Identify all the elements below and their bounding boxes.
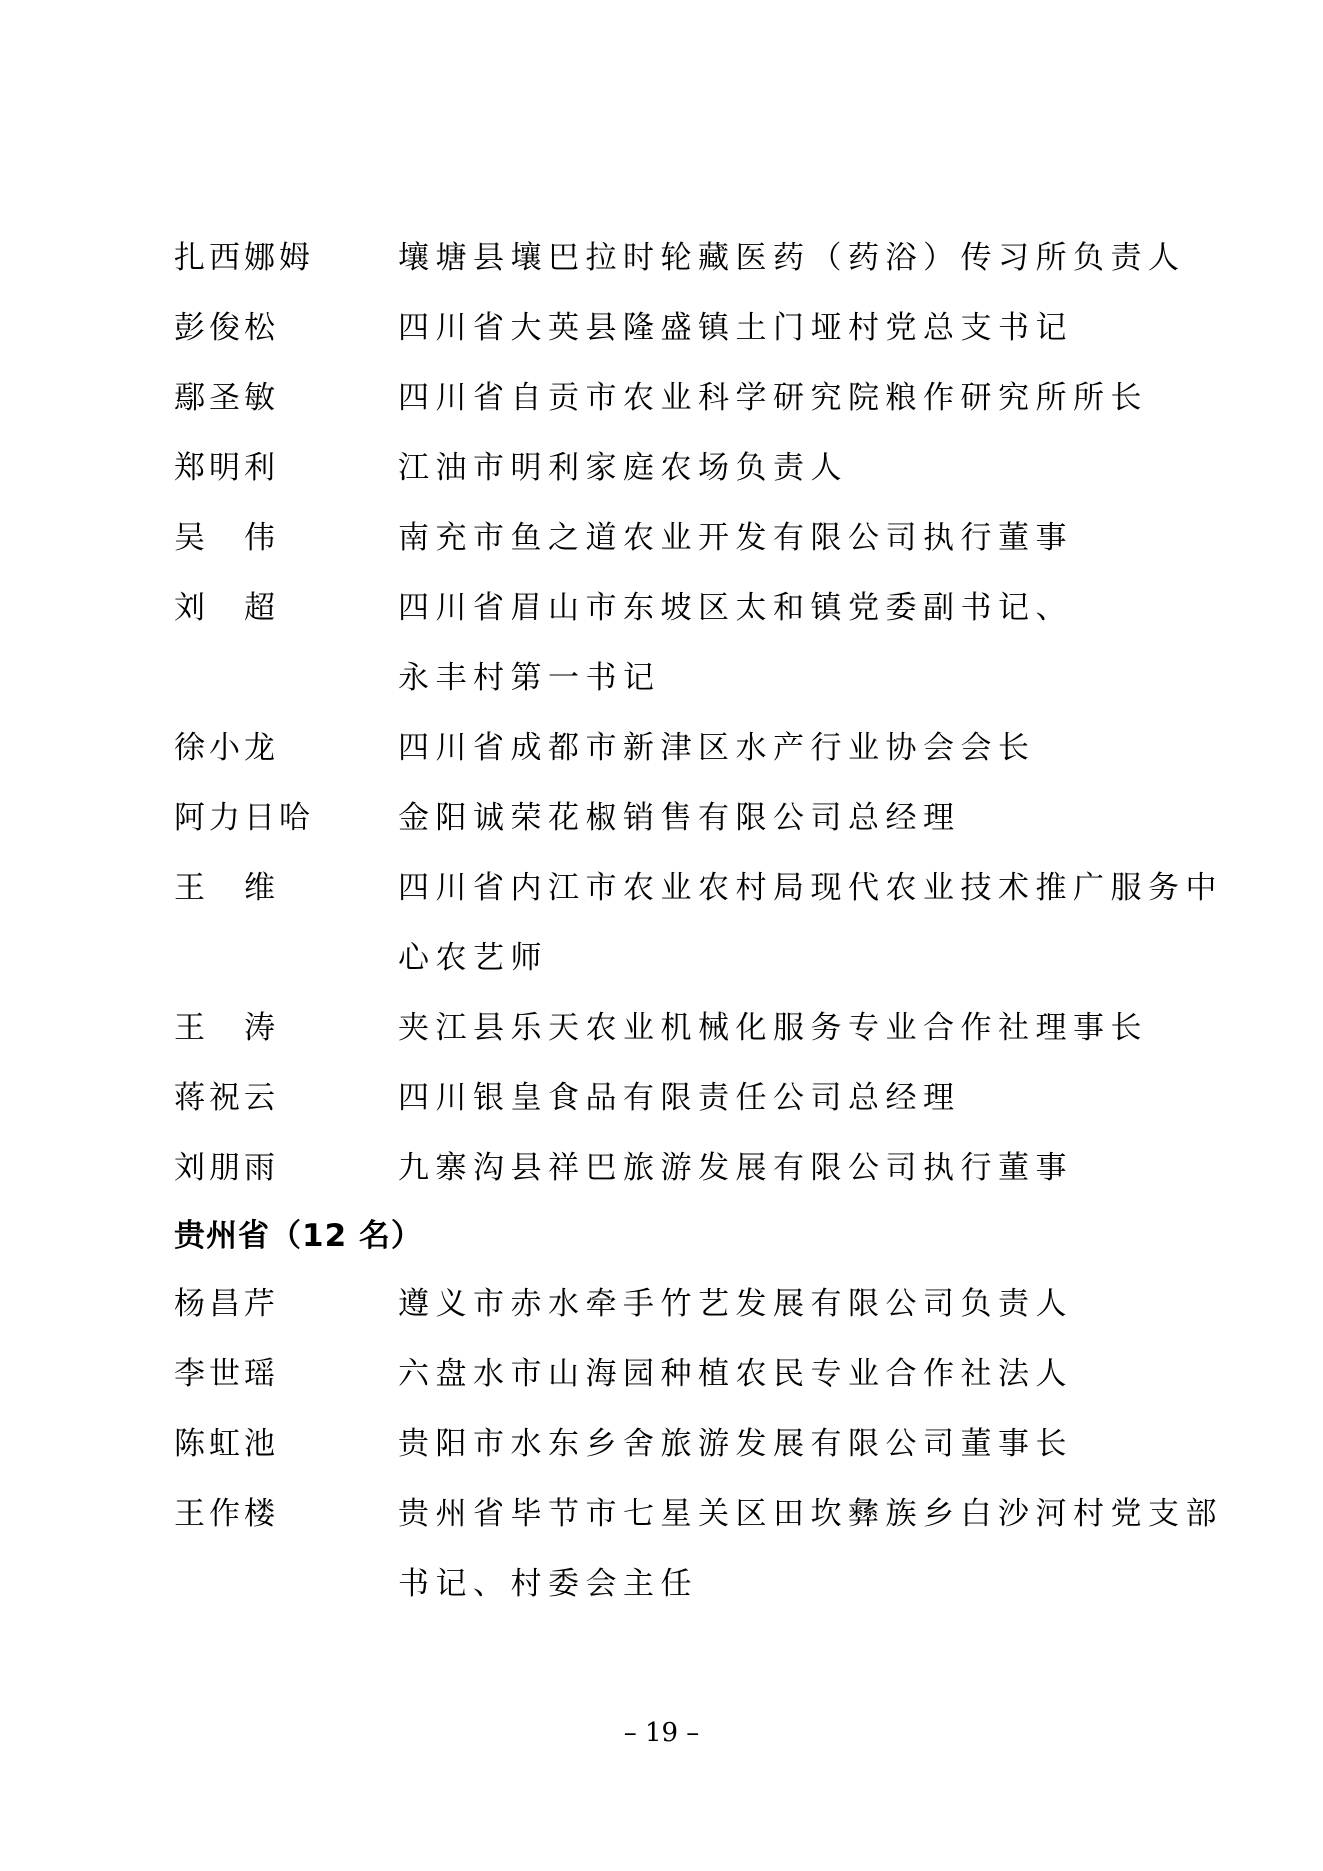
- person-title: 贵州省毕节市七星关区田坎彝族乡白沙河村党支部: [398, 1496, 1223, 1532]
- person-name: 刘朋雨: [174, 1150, 279, 1186]
- list-item: [0, 442, 1323, 494]
- person-title: 四川省大英县隆盛镇土门垭村党总支书记: [398, 310, 1073, 346]
- list-item: [0, 1278, 1323, 1330]
- section-heading: 贵州省（12 名）: [174, 1218, 423, 1254]
- person-title: 四川省自贡市农业科学研究院粮作研究所所长: [398, 380, 1148, 416]
- list-item: [0, 1418, 1323, 1470]
- list-item: [0, 1488, 1323, 1540]
- person-name: 吴 伟: [174, 520, 279, 556]
- list-item-continuation: [0, 932, 1323, 984]
- person-title: 江油市明利家庭农场负责人: [398, 450, 848, 486]
- person-name: 徐小龙: [174, 730, 279, 766]
- list-item: [0, 792, 1323, 844]
- person-title: 南充市鱼之道农业开发有限公司执行董事: [398, 520, 1073, 556]
- person-name: 彭俊松: [174, 310, 279, 346]
- person-name: 杨昌芹: [174, 1286, 279, 1322]
- person-name: 蒋祝云: [174, 1080, 279, 1116]
- list-item: [0, 1348, 1323, 1400]
- person-title: 九寨沟县祥巴旅游发展有限公司执行董事: [398, 1150, 1073, 1186]
- person-title: 书记、村委会主任: [398, 1566, 698, 1602]
- person-title: 永丰村第一书记: [398, 660, 661, 696]
- person-name: 鄢圣敏: [174, 380, 279, 416]
- person-title: 六盘水市山海园种植农民专业合作社法人: [398, 1356, 1073, 1392]
- list-item: [0, 1072, 1323, 1124]
- list-item: [0, 512, 1323, 564]
- person-name: 郑明利: [174, 450, 279, 486]
- person-name: 阿力日哈: [174, 800, 314, 836]
- list-item: [0, 1142, 1323, 1194]
- person-title: 四川省成都市新津区水产行业协会会长: [398, 730, 1036, 766]
- person-title: 金阳诚荣花椒销售有限公司总经理: [398, 800, 961, 836]
- person-name: 陈虹池: [174, 1426, 279, 1462]
- person-name: 王 维: [174, 870, 279, 906]
- person-title: 四川银皇食品有限责任公司总经理: [398, 1080, 961, 1116]
- person-name: 扎西娜姆: [174, 240, 314, 276]
- list-item: [0, 862, 1323, 914]
- person-title: 四川省眉山市东坡区太和镇党委副书记、: [398, 590, 1073, 626]
- list-item: [0, 582, 1323, 634]
- list-item: [0, 372, 1323, 424]
- person-title: 心农艺师: [398, 940, 548, 976]
- person-title: 贵阳市水东乡舍旅游发展有限公司董事长: [398, 1426, 1073, 1462]
- person-title: 四川省内江市农业农村局现代农业技术推广服务中: [398, 870, 1223, 906]
- person-name: 王作楼: [174, 1496, 279, 1532]
- person-name: 王 涛: [174, 1010, 279, 1046]
- page-number: – 19 –: [623, 1718, 700, 1748]
- person-name: 李世瑶: [174, 1356, 279, 1392]
- list-item: [0, 232, 1323, 284]
- list-item: [0, 722, 1323, 774]
- list-item-continuation: [0, 652, 1323, 704]
- list-item-continuation: [0, 1558, 1323, 1610]
- person-title: 遵义市赤水牵手竹艺发展有限公司负责人: [398, 1286, 1073, 1322]
- list-item: [0, 302, 1323, 354]
- person-title: 壤塘县壤巴拉时轮藏医药（药浴）传习所负责人: [398, 240, 1186, 276]
- list-item: [0, 1002, 1323, 1054]
- person-name: 刘 超: [174, 590, 279, 626]
- person-title: 夹江县乐天农业机械化服务专业合作社理事长: [398, 1010, 1148, 1046]
